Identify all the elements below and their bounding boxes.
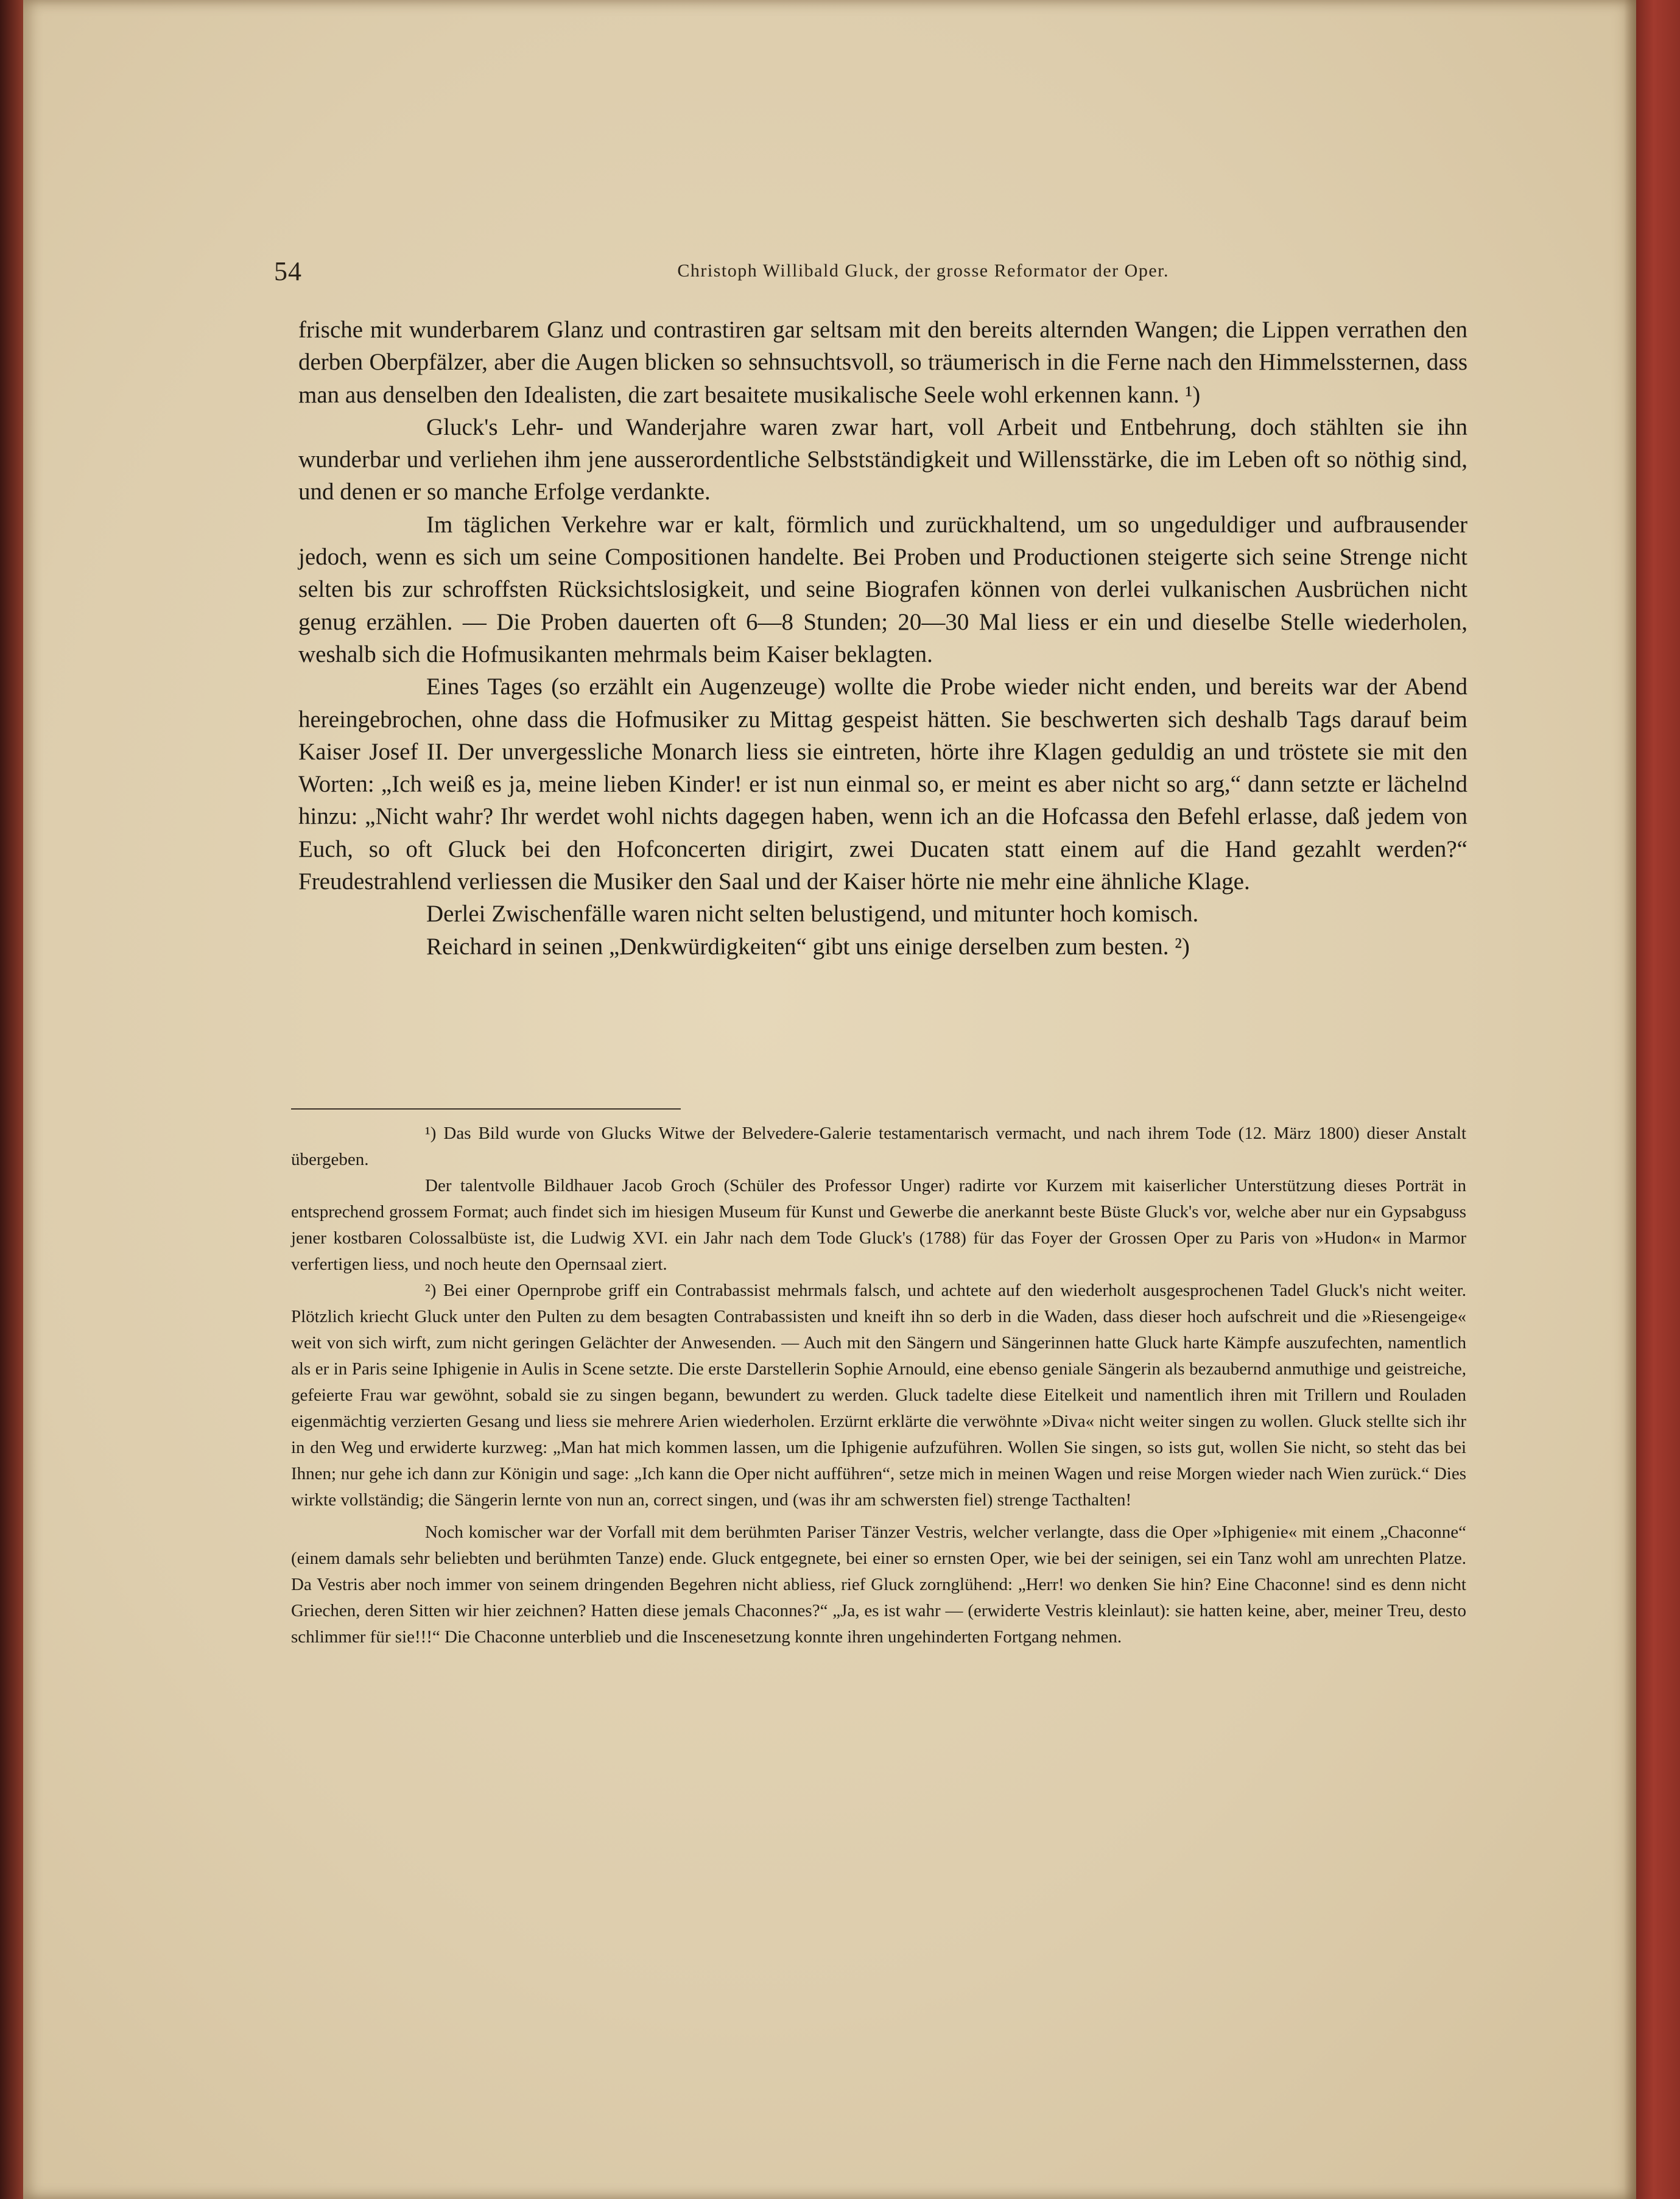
footnote: ¹) Das Bild wurde von Glucks Witwe der Belvedere-Galerie testamentarisch vermacht, und nach ihrem Tode (12. März 1800) dieser Anstalt übergeben. bbox=[291, 1124, 1466, 1169]
paragraph: Im täglichen Verkehre war er kalt, förmlich und zurückhaltend, um so ungeduldiger und aufbrausender jedoch, wenn es sich um seine Compositionen handelte. Bei Proben und Productionen steigerte sich seine Strenge nicht selten bis zur schroffsten Rücksichtslosigkeit, und seine Biografen können von derlei vulkanischen Ausbrüchen nicht genug erzählen. — Die Proben dauerten oft 6—8 Stunden; 20—30 Mal liess er ein und dieselbe Stelle wiederholen, weshalb sich die Hofmusikanten mehrmals beim Kaiser beklagten. bbox=[298, 511, 1467, 667]
page-number: 54 bbox=[274, 256, 302, 286]
paragraph: Derlei Zwischenfälle waren nicht selten belustigend, und mitunter hoch komisch. bbox=[426, 901, 1199, 927]
paragraph: Eines Tages (so erzählt ein Augenzeuge) wollte die Probe wieder nicht enden, und bereits war der Abend hereingebrochen, ohne dass die Hofmusiker zu Mittag gespeist hätten. Sie beschwerten sich deshalb Tags darauf beim Kaiser Josef II. Der unvergessliche Monarch liess sie eintreten, hörte ihre Klagen geduldig an und tröstete sie mit den Worten: „Ich weiß es ja, meine lieben Kinder! er ist nun einmal so, er meint es aber nicht so arg,“ dann setzte er lächelnd hinzu: „Nicht wahr? Ihr werdet wohl nichts dagegen haben, wenn ich an die Hofcassa den Befehl erlasse, daß jedem von Euch, so oft Gluck bei den Hofconcerten dirigirt, zwei Ducaten statt einem auf die Hand gezahlt werden?“ Freudestrahlend verliessen die Musiker den Saal und der Kaiser hörte nie mehr eine ähnliche Klage. bbox=[298, 674, 1467, 895]
footnote-divider bbox=[291, 1108, 681, 1110]
page-edge-shadow bbox=[1624, 0, 1636, 2199]
footnote: Der talentvolle Bildhauer Jacob Groch (Schüler des Professor Unger) radirte vor Kurzem mit kaiserlicher Unterstützung dieses Porträt in entsprechend grossem Format; auch findet sich im hiesigen Museum für Kunst und Gewerbe die anerkannt beste Büste Gluck's vor, welche aber nur ein Gypsabguss jener kostbaren Colossalbüste ist, die Ludwig XVI. ein Jahr nach dem Tode Gluck's (1788) für das Foyer der Grossen Oper zu Paris von »Hudon« in Marmor verfertigen liess, und noch heute den Opernsaal ziert. bbox=[291, 1176, 1466, 1274]
running-title: Christoph Willibald Gluck, der grosse Reformator der Oper. bbox=[677, 261, 1169, 281]
book-spine-edge bbox=[0, 0, 23, 2199]
paragraph: frische mit wunderbarem Glanz und contrastiren gar seltsam mit den bereits alternden Wangen; die Lippen verrathen den derben Oberpfälzer, aber die Augen blicken so sehnsuchtsvoll, so träumerisch in die Ferne nach den Himmelssternen, dass man aus denselben den Idealisten, die zart besaitete musikalische Seele wohl erkennen kann. ¹) bbox=[298, 317, 1467, 408]
footnote: Noch komischer war der Vorfall mit dem berühmten Pariser Tänzer Vestris, welcher verlangte, dass die Oper »Iphigenie« mit einem „Chaconne“ (einem damals sehr beliebten und berühmten Tanze) ende. Gluck entgegnete, bei einer so ernsten Oper, wie bei der seinigen, sei ein Tanz wohl am unrechten Platze. Da Vestris aber noch immer von seinem dringenden Begehren nicht abliess, rief Gluck zornglühend: „Herr! wo denken Sie hin? Eine Chaconne! sind es denn nicht Griechen, deren Sitten wir hier zeichnen? Hatten diese jemals Chaconnes?“ „Ja, es ist wahr — (erwiderte Vestris kleinlaut): sie hatten keine, aber, meiner Treu, desto schlimmer für sie!!!“ Die Chaconne unterblieb und die Inscenesetzung konnte ihren ungehinderten Fortgang nehmen. bbox=[291, 1522, 1466, 1647]
page-header bbox=[274, 256, 1169, 292]
paragraph: Reichard in seinen „Denkwürdigkeiten“ gibt uns einige derselben zum besten. ²) bbox=[426, 933, 1190, 960]
footnote: ²) Bei einer Opernprobe griff ein Contrabassist mehrmals falsch, und achtete auf den wiederholt ausgesprochenen Tadel Gluck's nicht weiter. Plötzlich kriecht Gluck unter den Pulten zu dem besagten Contrabassisten und kneift ihn so derb in die Waden, dass dieser hoch aufschreit und die »Riesengeige« weit von sich wirft, zum nicht geringen Gelächter der Anwesenden. — Auch mit den Sängern und Sängerinnen hatte Gluck harte Kämpfe auszufechten, namentlich als er in Paris seine Iphigenie in Aulis in Scene setzte. Die erste Darstellerin Sophie Arnould, eine ebenso geniale Sängerin als bezaubernd anmuthige und geistreiche, gefeierte Frau war gewöhnt, sobald sie zu singen begann, bewundert zu werden. Gluck tadelte diese Eitelkeit und namentlich ihren mit Trillern und Rouladen eigenmächtig verzierten Gesang und liess sie mehrere Arien wiederholen. Erzürnt erklärte die verwöhnte »Diva« nicht weiter singen zu wollen. Gluck stellte sich ihr in den Weg und erwiderte kurzweg: „Man hat mich kommen lassen, um die Iphigenie aufzuführen. Wollen Sie singen, so ists gut, wollen Sie nicht, so steht das bei Ihnen; nur gehe ich dann zur Königin und sage: „Ich kann die Oper nicht aufführen“, setze mich in meinen Wagen und reise Morgen wieder nach Wien zurück.“ Dies wirkte vollständig; die Sängerin lernte von nun an, correct singen, und (was ihr am schwersten fiel) strenge Tacthalten! bbox=[291, 1281, 1466, 1510]
book-cover-edge bbox=[1636, 0, 1680, 2199]
paragraph: Gluck's Lehr- und Wanderjahre waren zwar hart, voll Arbeit und Entbehrung, doch stählten sie ihn wunderbar und verliehen ihm jene ausserordentliche Selbstständigkeit und Willensstärke, die im Leben oft so nöthig sind, und denen er so manche Erfolge verdankte. bbox=[298, 413, 1467, 505]
main-text bbox=[298, 314, 1467, 963]
footnotes bbox=[291, 1121, 1466, 1650]
